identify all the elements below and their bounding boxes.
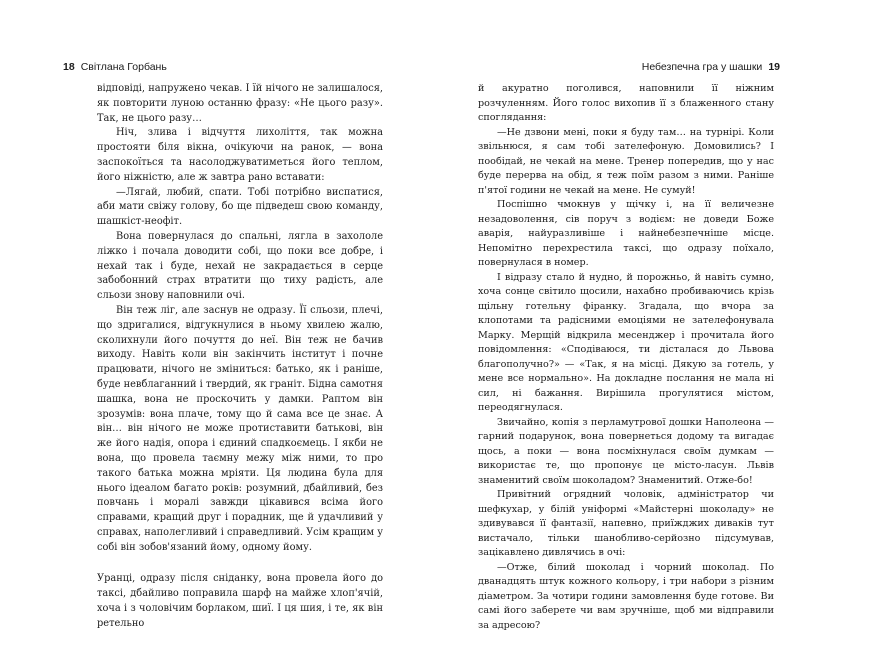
right-page-body bbox=[478, 82, 774, 633]
page-number: 19 bbox=[768, 61, 780, 73]
paragraph: Він теж ліг, але заснув не одразу. Її сльози, плечі, що здригалися, відгукнулися в ньому хвилею жалю, сколихнули його почуття до неї. Він теж не бачив виходу. Навіть коли він закінчить інститут і почне працювати, нічого не зміниться: батько, як і раніше, буде невблаганний і твердий, як граніт. Бідна самотня шашка, вона не проскочить у дамки. Раптом він зрозумів: вона плаче, тому що й сама все це знає. А він… він нічого не може протиставити батькові, він же його надія, опора і єдиний спадкоємець. І якби не вона, що провела таємну межу між ними, то про такого батька можна мріяти. Ця людина була для нього ідеалом багато років: розумний, дбайливий, без повчань і моралі завжди цікавився всіма його справами, кращий друг і порадник, ще й удачливий у справах, наполегливий і справедливий. Усім кращим у собі він зобов'язаний йому, одному йому. bbox=[97, 304, 383, 553]
left-running-head bbox=[63, 61, 167, 75]
right-page bbox=[438, 0, 875, 650]
paragraph: Поспішно чмокнув у щічку і, на її величезне незадоволення, сів поруч з водієм: не доведи Боже аварія, найуразливіше і найнебезпечніше місце. Непомітно перехрестила таксі, що одразу поїхало, повернулася в номер. bbox=[478, 199, 774, 268]
author-name: Світлана Горбань bbox=[80, 61, 167, 73]
paragraph: відповіді, напружено чекав. І їй нічого не залишалося, як повторити луною останню фразу: «Не цього разу». Так, не цього разу… bbox=[97, 83, 383, 124]
book-title: Небезпечна гра у шашки bbox=[641, 61, 763, 73]
left-page bbox=[0, 0, 437, 650]
paragraph: —Лягай, любий, спати. Тобі потрібно виспатися, аби мати свіжу голову, бо ще підведеш свою команду, шашкіст-неофіт. bbox=[97, 186, 383, 228]
paragraph: —Отже, білий шоколад і чорний шоколад. По дванадцять штук кожного кольору, і три набори з різним діаметром. За чотири години замовлення буде готове. Ви самі його заберете чи вам зручніше, щоб ми відправили за адресою? bbox=[478, 561, 774, 631]
paragraph: Ніч, злива і відчуття лихоліття, так можна простояти біля вікна, очікуючи на ранок, — вона заспокоїться та насолоджуватиметься його теплом, його ніжністю, але ж завтра рано вставати: bbox=[97, 127, 383, 183]
paragraph: й акуратно поголився, наповнили її ніжним розчуленням. Його голос вихопив її з блаженного стану споглядання: bbox=[478, 83, 774, 123]
paragraph: І відразу стало й нудно, й порожньо, й навіть сумно, хоча сонце світило щосили, нахабно пробиваючись крізь щільну готельну фіранку. Згадала, що вчора за клопотами та радісними емоціями не зателефонувала Марку. Мерщій відкрила месенджер і прочитала його повідомлення: «Сподіваюся, ти дісталася до Львова благополучно?» — «Так, я на місці. Дякую за готель, у мене все нормально». На докладне послання не мала ні сил, ні бажання. Вирішила прогулятися містом, переодягнулася. bbox=[478, 271, 774, 413]
page-number: 18 bbox=[63, 61, 75, 73]
paragraph: —Не дзвони мені, поки я буду там… на турнірі. Коли звільнюся, я сам тобі зателефоную. Домовились? І пообідай, не чекай на мене. Тренер попередив, що у нас буде перерва на обід, я теж поїм разом з ними. Раніше п'ятої години не чекай на мене. Не сумуй! bbox=[478, 126, 774, 196]
paragraph: Вона повернулася до спальні, лягла в захололе ліжко і почала доводити собі, що поки все добре, і нехай так і буде, нехай не закрадається в серце забобонний страх втратити що тиху радість, але сльози знову наповнили очі. bbox=[97, 230, 383, 302]
right-running-head bbox=[642, 61, 780, 75]
left-page-body bbox=[97, 82, 383, 632]
paragraph: Уранці, одразу після сніданку, вона провела його до таксі, дбайливо поправила шарф на майже хлоп'ячій, хоча і з чоловічим борлаком, шиї. І ця шия, і те, як він ретельно bbox=[97, 573, 383, 629]
paragraph: Звичайно, копія з перламутрової дошки Наполеона — гарний подарунок, вона повернеться додому та вигадає щось, а поки — вона посміхнулася своїм думкам — використає те, що пропонує це місто-ласун. Львів знаменитий своїм шоколадом? Знаменитий. Отже-бо! bbox=[478, 416, 774, 486]
paragraph: Привітний огрядний чоловік, адміністратор чи шефкухар, у білій уніформі «Майстерні шоколаду» не здивувався її фантазії, напевно, приїжджих диваків тут вистачало, тільки шанобливо-серйозно підсумував, зацікавлено дивлячись в очі: bbox=[478, 489, 774, 558]
